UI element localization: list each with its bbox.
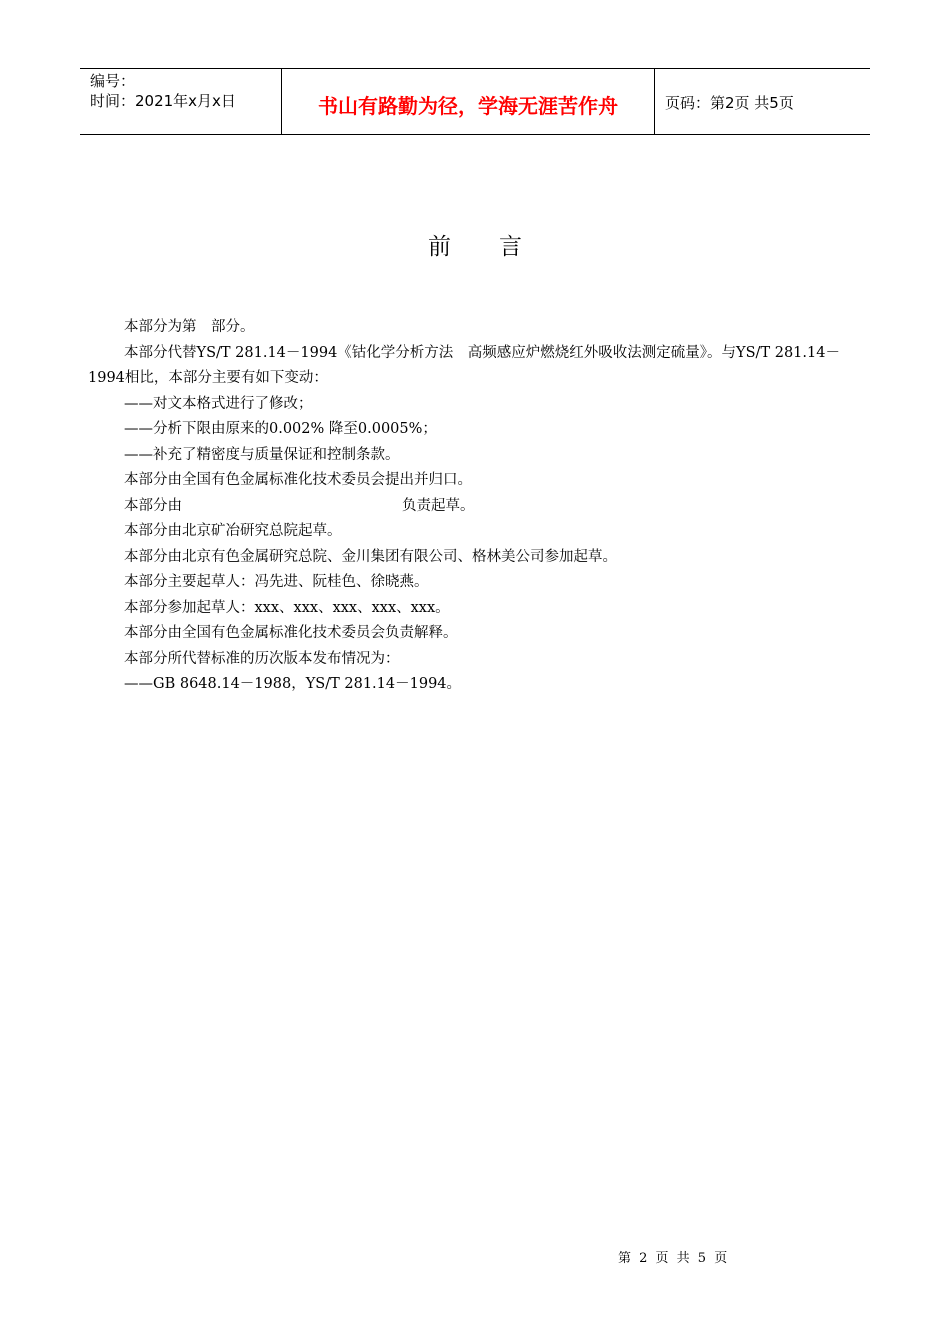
document-number-label: 编号： <box>90 72 136 90</box>
preface-body <box>88 315 868 698</box>
paragraph: 本部分主要起草人：冯先进、阮桂色、徐晓燕。 <box>124 574 429 590</box>
header-info-cell <box>80 69 282 134</box>
page-header <box>80 68 870 135</box>
paragraph: 本部分由全国有色金属标准化技术委员会负责解释。 <box>124 625 458 641</box>
paragraph: 本部分代替YS/T 281.14－1994《钴化学分析方法 高频感应炉燃烧红外吸收法测定硫量》。与YS/T 281.14－1994相比，本部分主要有如下变动： <box>88 344 840 386</box>
header-page-info: 页码：第2页 共5页 <box>665 94 794 112</box>
paragraph: 本部分由北京矿冶研究总院起草。 <box>124 523 342 539</box>
paragraph: ——对文本格式进行了修改； <box>124 395 313 412</box>
paragraph: ——分析下限由原来的0.002% 降至0.0005%； <box>124 421 437 437</box>
paragraph: ——GB 8648.14－1988，YS/T 281.14－1994。 <box>124 676 462 692</box>
paragraph: 本部分参加起草人：xxx、xxx、xxx、xxx、xxx。 <box>124 599 450 616</box>
paragraph: 本部分由北京有色金属研究总院、金川集团有限公司、格林美公司参加起草。 <box>124 548 617 565</box>
header-motto: 书山有路勤为径，学海无涯苦作舟 <box>282 69 655 134</box>
document-time-label: 时间：2021年x月x日 <box>90 92 236 110</box>
paragraph-part: 本部分由 <box>124 497 182 514</box>
paragraph-part: 负责起草。 <box>402 497 475 514</box>
page-title: 前言 <box>428 234 570 260</box>
paragraph: 本部分由全国有色金属标准化技术委员会提出并归口。 <box>124 472 472 488</box>
paragraph: 本部分为第 部分。 <box>124 319 255 335</box>
paragraph <box>88 494 868 520</box>
paragraph: 本部分所代替标准的历次版本发布情况为： <box>124 650 400 667</box>
paragraph: ——补充了精密度与质量保证和控制条款。 <box>124 446 400 463</box>
page-footer: 第 2 页 共 5 页 <box>618 1251 728 1266</box>
